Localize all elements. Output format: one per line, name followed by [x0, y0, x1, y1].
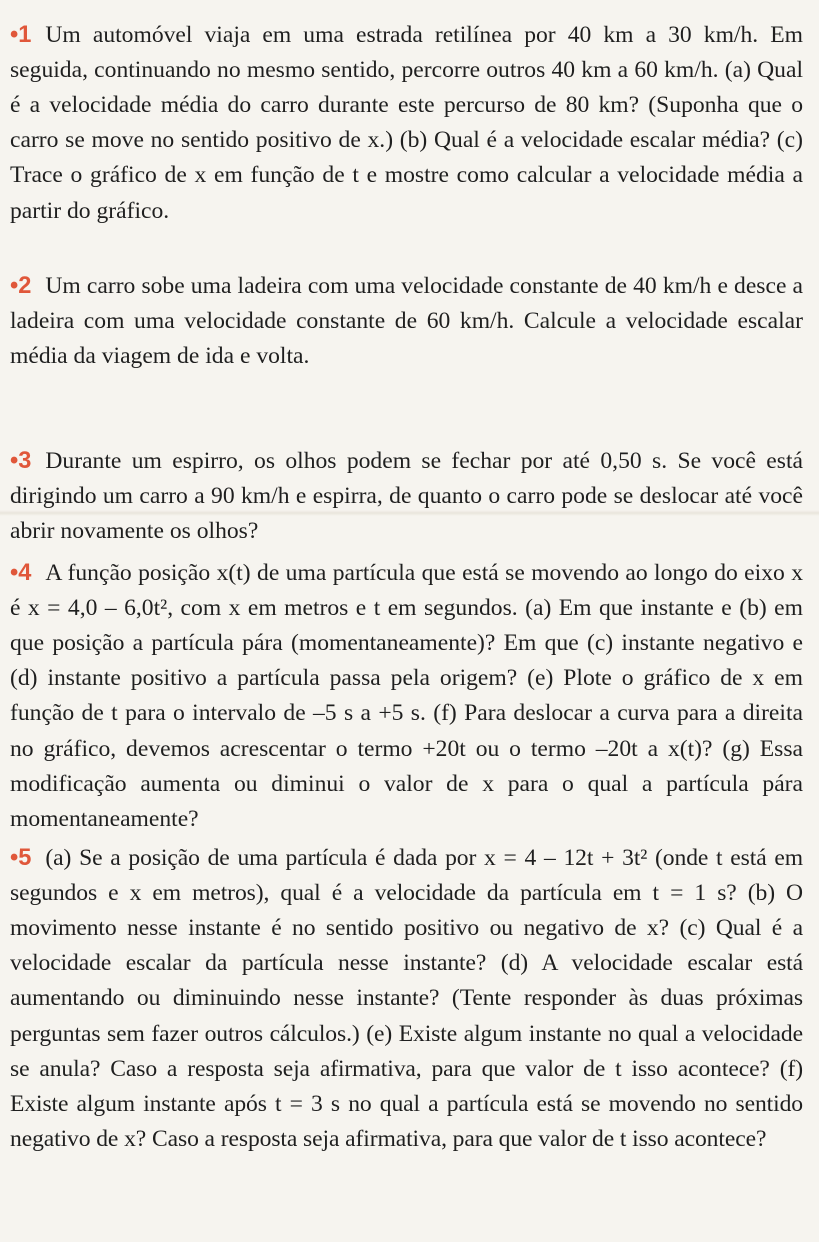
- problem-number: 2: [18, 272, 32, 299]
- problem-text: Um automóvel viaja em uma estrada retilínea por 40 km a 30 km/h. Em seguida, continuando no mesmo sentido, percorre outros 40 km a 60 km/h. (a) Qual é a velocidade média do carro durante este percurso de 80 km? (Suponha que o carro se move no sentido positivo de x.) (b) Qual é a velocidade escalar média? (c) Trace o gráfico de x em função de t e mostre como calcular a velocidade média a partir do gráfico.: [10, 21, 803, 224]
- problem-1: [10, 18, 803, 229]
- scan-divider: [0, 510, 819, 516]
- difficulty-dot-icon: •: [10, 559, 19, 586]
- difficulty-dot-icon: •: [10, 21, 19, 48]
- problem-number: 3: [18, 447, 32, 474]
- problem-5: [10, 841, 803, 1158]
- problem-text: (a) Se a posição de uma partícula é dada por x = 4 – 12t + 3t² (onde t está em segundos e x em metros), qual é a velocidade da partícula em t = 1 s? (b) O movimento nesse instante é no sentido positivo ou negativo de x? (c) Qual é a velocidade escalar da partícula nesse instante? (d) A velocidade escalar está aumentando ou diminuindo nesse instante? (Tente responder às duas próximas perguntas sem fazer outros cálculos.) (e) Existe algum instante no qual a velocidade se anula? Caso a resposta seja afirmativa, para que valor de t isso acontece? (f) Existe algum instante após t = 3 s no qual a partícula está se movendo no sentido negativo de x? Caso a resposta seja afirmativa, para que valor de t isso acontece?: [10, 844, 803, 1153]
- problem-3: [10, 444, 803, 550]
- problem-number: 1: [18, 21, 32, 48]
- problem-text: Um carro sobe uma ladeira com uma velocidade constante de 40 km/h e desce a ladeira com uma velocidade constante de 60 km/h. Calcule a velocidade escalar média da viagem de ida e volta.: [10, 272, 803, 369]
- problem-2: [10, 269, 803, 375]
- problem-number: 5: [18, 844, 32, 871]
- problem-number: 4: [18, 559, 32, 586]
- problem-4: [10, 556, 803, 838]
- difficulty-dot-icon: •: [10, 447, 19, 474]
- problem-text: Durante um espirro, os olhos podem se fechar por até 0,50 s. Se você está dirigindo um carro a 90 km/h e espirra, de quanto o carro pode se deslocar até você abrir novamente os olhos?: [10, 447, 803, 544]
- problem-text: A função posição x(t) de uma partícula que está se movendo ao longo do eixo x é x = 4,0 – 6,0t², com x em metros e t em segundos. (a) Em que instante e (b) em que posição a partícula pára (momentaneamente)? Em que (c) instante negativo e (d) instante positivo a partícula passa pela origem? (e) Plote o gráfico de x em função de t para o intervalo de –5 s a +5 s. (f) Para deslocar a curva para a direita no gráfico, devemos acrescentar o termo +20t ou o termo –20t a x(t)? (g) Essa modificação aumenta ou diminui o valor de x para o qual a partícula pára momentaneamente?: [10, 559, 803, 833]
- difficulty-dot-icon: •: [10, 844, 19, 871]
- difficulty-dot-icon: •: [10, 272, 19, 299]
